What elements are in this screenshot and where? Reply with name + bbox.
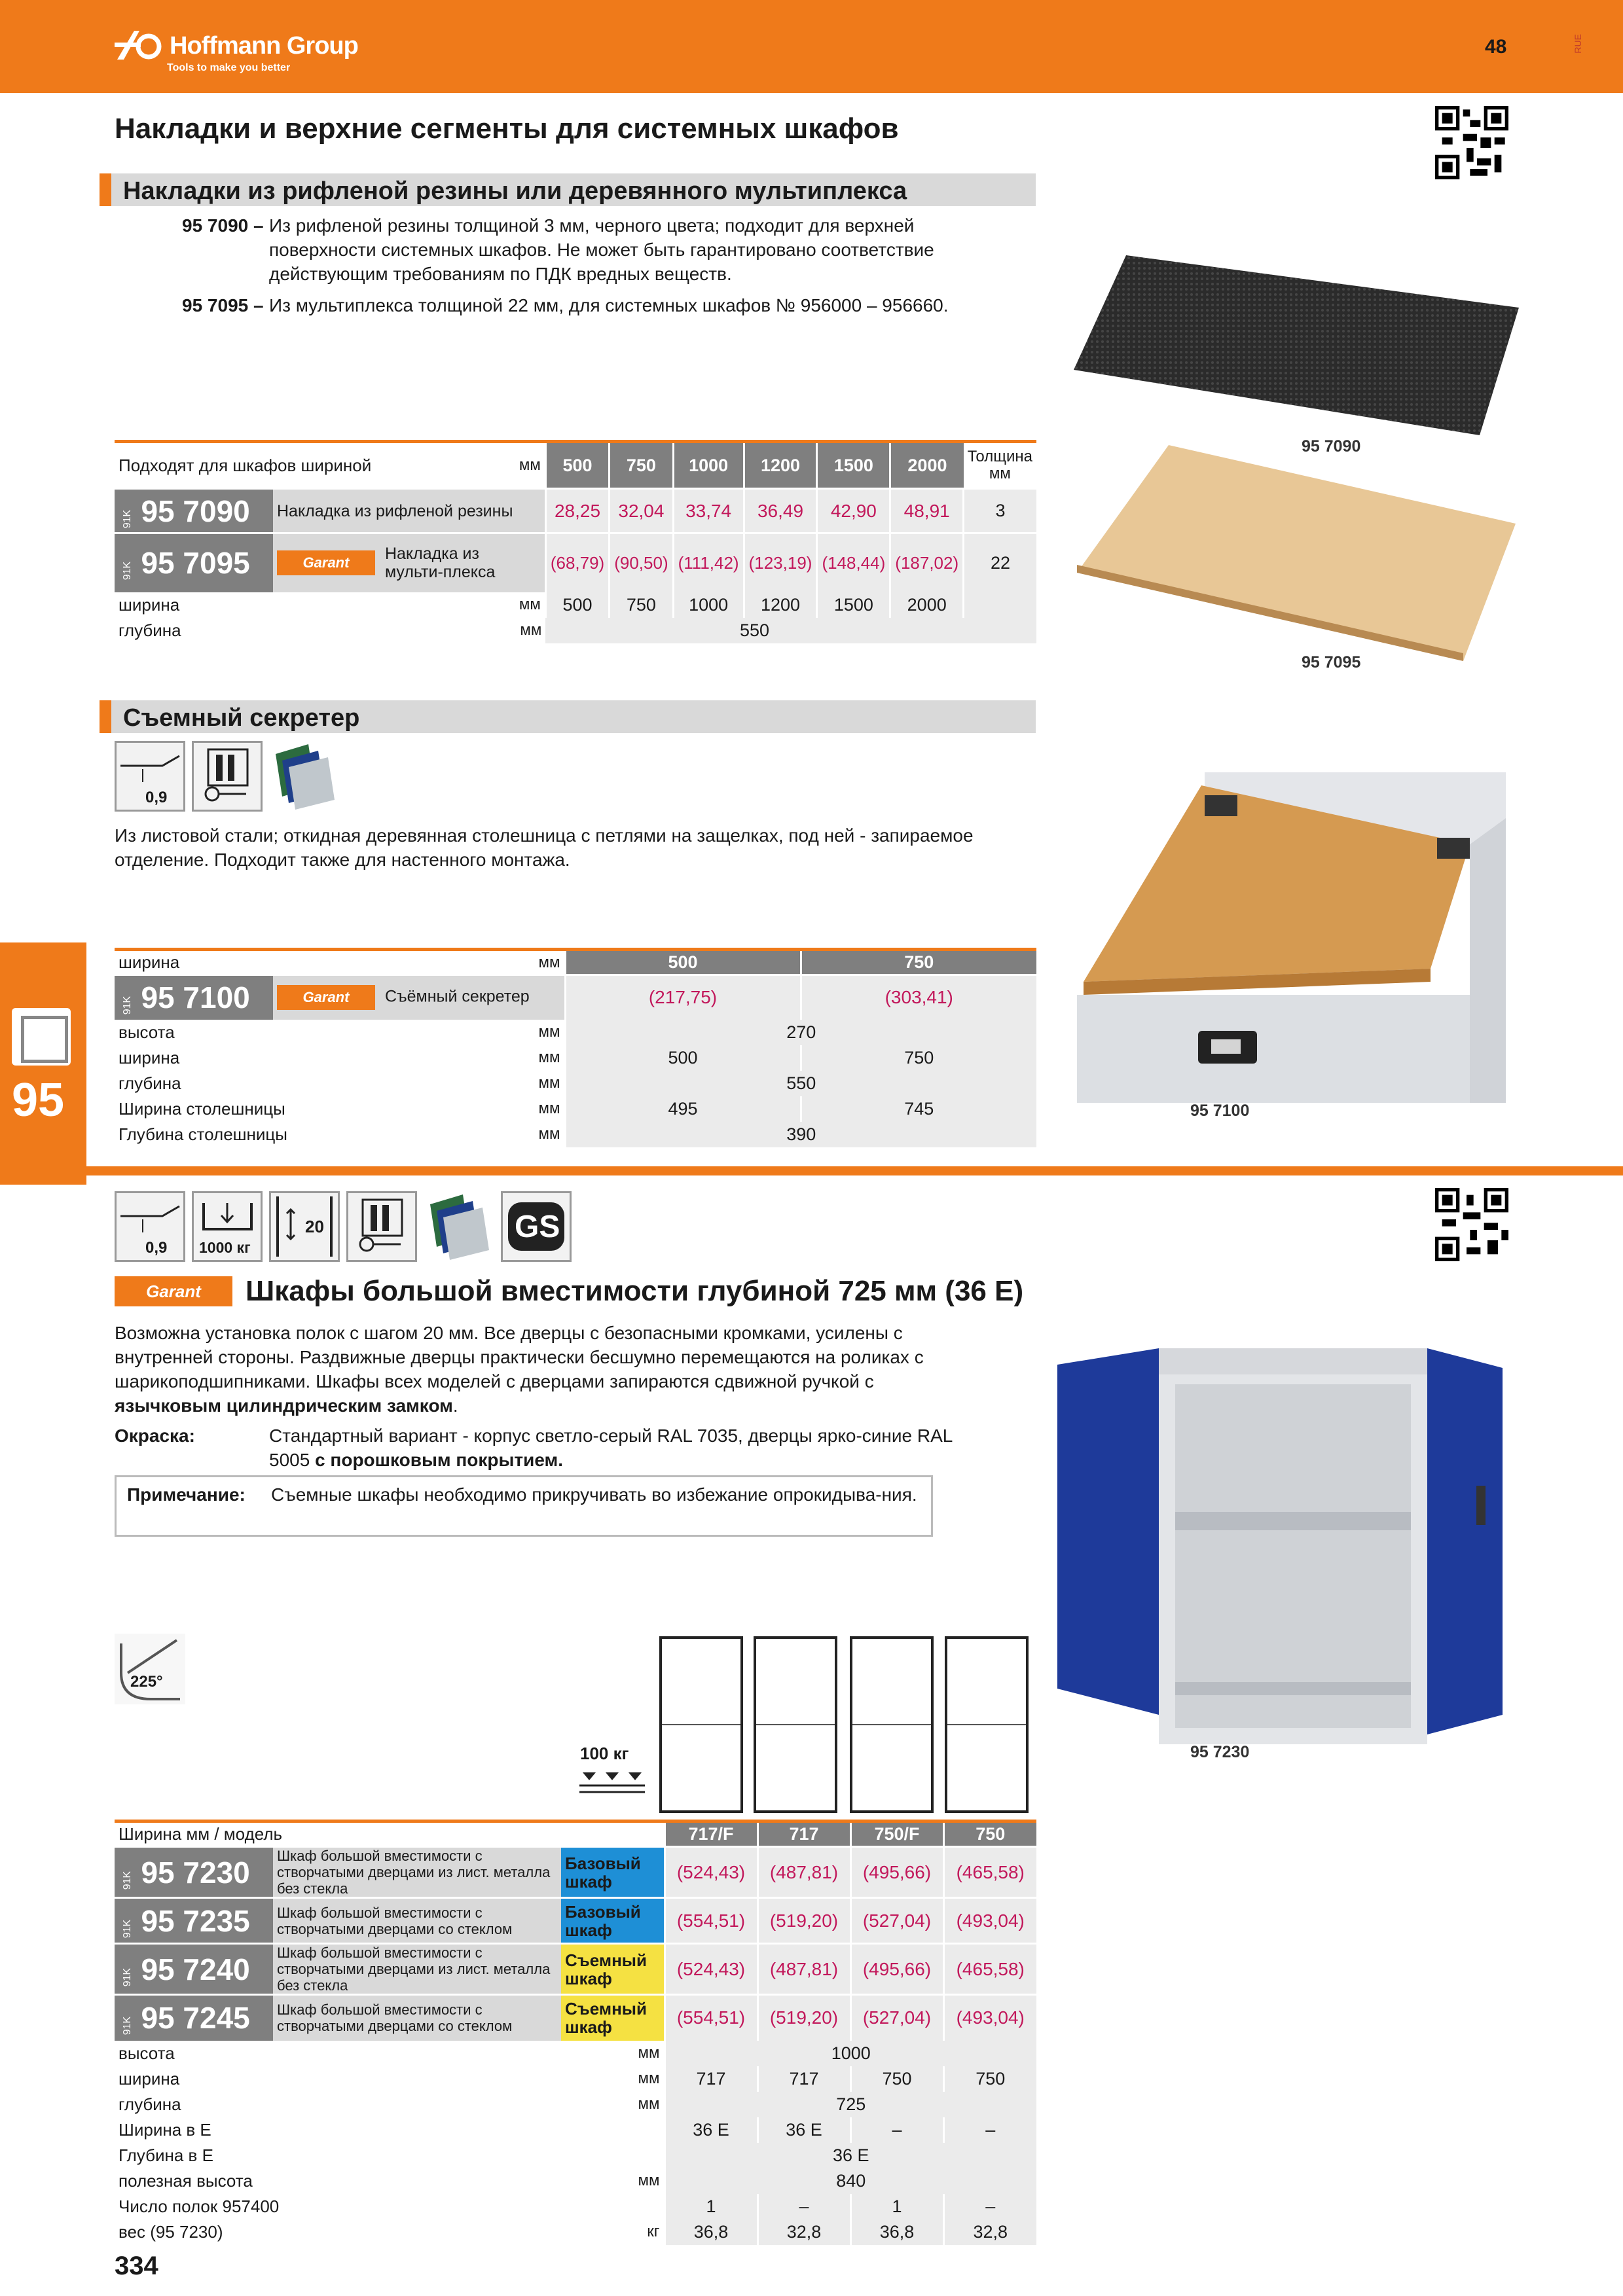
price: (554,51) (665, 1995, 757, 2041)
image-caption: 95 7100 (1190, 1102, 1250, 1120)
width-header: 500 (565, 950, 801, 975)
spec-label: полезная высота (119, 2170, 253, 2191)
price: 28,25 (545, 489, 609, 533)
price: (148,44) (817, 533, 890, 592)
garant-logo: Garant (277, 550, 375, 575)
spec-value: 550 (565, 1071, 1036, 1096)
spec-value: 717 (665, 2066, 757, 2092)
unit-label: мм (638, 2070, 660, 2087)
lock-compartment-icon (192, 741, 263, 812)
lock-compartment-icon (346, 1191, 417, 1262)
spec-value: 750 (610, 592, 673, 618)
table-head-label: Ширина мм / модель (119, 1824, 283, 1844)
spec-label: ширина (119, 594, 180, 615)
item-text: Из рифленой резины толщиной 3 мм, черного цвета; подходит для верхней поверхности системных шкафов. Не может быть гарантировано соответствие действующим требованиям по ПДК вредных веществ. (269, 215, 934, 284)
sheet-metal-icon (117, 1193, 183, 1239)
article-number[interactable]: 91K 95 7230 (115, 1847, 273, 1898)
unit-label (619, 2117, 665, 2143)
product-name: Garant Съёмный секретер (273, 975, 565, 1020)
price: (519,20) (757, 1898, 850, 1944)
cabinets-table (115, 1820, 1036, 2245)
note-text: Съемные шкафы необходимо прикручивать во избежание опрокидыва-ния. (271, 1484, 917, 1505)
width-header: 750 (610, 442, 673, 489)
article-number[interactable]: 91K 95 7235 (115, 1898, 273, 1944)
rubber-mat-image (1074, 255, 1519, 435)
unit-label: мм (638, 2044, 660, 2062)
item-text: Из мультиплекса толщиной 22 мм, для системных шкафов № 956000 – 956660. (269, 295, 949, 315)
price: 36,49 (744, 489, 817, 533)
spec-value: 745 (801, 1096, 1036, 1122)
spec-value: – (943, 2194, 1036, 2219)
spec-value: 750 (943, 2066, 1036, 2092)
cabinet-icon (12, 1008, 71, 1066)
qr-code-icon[interactable] (1435, 106, 1508, 179)
weight-icon (194, 1193, 261, 1239)
chapter-number: 95 (12, 1074, 65, 1126)
price: 48,91 (890, 489, 964, 533)
spec-value: 36 E (665, 2117, 757, 2143)
chapter-tab[interactable] (0, 942, 86, 1185)
spec-value: 500 (565, 1045, 801, 1071)
cabinet-image (1051, 1342, 1509, 1751)
width-header: 1500 (817, 442, 890, 489)
price: 33,74 (673, 489, 744, 533)
brand-tagline: Tools to make you better (167, 62, 291, 73)
price: (493,04) (943, 1898, 1036, 1944)
spec-value: – (943, 2117, 1036, 2143)
item-code: 95 7095 – (182, 295, 264, 315)
spec-value: 36 E (757, 2117, 850, 2143)
spec-value: 2000 (890, 592, 964, 618)
article-number[interactable]: 91K 95 7100 (115, 975, 273, 1020)
spec-value: 36 E (665, 2143, 1036, 2168)
section-title: Съемный секретер (123, 704, 360, 732)
product-description: Из листовой стали; откидная деревянная столешница с петлями на защелках, под ней - запираемое отделение. Подходит также для настенного монтажа. (115, 825, 974, 870)
secretary-table (115, 948, 1036, 1147)
price: (303,41) (801, 975, 1036, 1020)
unit-label (619, 2194, 665, 2219)
spec-value: 750 (850, 2066, 943, 2092)
image-caption: 95 7090 (1302, 437, 1361, 456)
paint-text: Стандартный вариант - корпус светло-серый RAL 7035, дверцы ярко-синие RAL 5005 с порошковым покрытием. (269, 1426, 953, 1470)
spec-value: 1 (850, 2194, 943, 2219)
article-number[interactable]: 91K 95 7240 (115, 1944, 273, 1995)
section-bar-secretary (100, 700, 1036, 733)
note-box (115, 1475, 933, 1537)
spec-value: 270 (565, 1020, 1036, 1045)
price: (123,19) (744, 533, 817, 592)
spec-value: 495 (565, 1096, 801, 1122)
spec-value: – (850, 2117, 943, 2143)
unit-label: мм (538, 1125, 560, 1143)
unit-label: мм (538, 953, 560, 971)
spec-label: глубина (119, 1073, 181, 1093)
unit-label: мм (538, 1100, 560, 1117)
header-band (0, 0, 1623, 93)
price: (187,02) (890, 533, 964, 592)
price: (68,79) (545, 533, 609, 592)
unit-label (619, 2143, 665, 2168)
price: 32,04 (610, 489, 673, 533)
spec-value: 750 (801, 1045, 1036, 1071)
model-tag: Базовый шкаф (561, 1898, 665, 1944)
model-tag: Базовый шкаф (561, 1847, 665, 1898)
spec-value: 390 (565, 1122, 1036, 1147)
price: (527,04) (850, 1898, 943, 1944)
thickness-value: 22 (964, 533, 1036, 592)
unit-label: мм (638, 2172, 660, 2189)
key-lock-icon (348, 1193, 415, 1260)
width-header: 750 (801, 950, 1036, 975)
width-header: 2000 (890, 442, 964, 489)
price: (487,81) (757, 1944, 850, 1995)
article-number[interactable]: 91K 95 7245 (115, 1995, 273, 2041)
key-lock-icon (194, 743, 261, 810)
image-caption: 95 7230 (1190, 1743, 1250, 1761)
spec-value: 36,8 (665, 2219, 757, 2245)
model-tag: Съемный шкаф (561, 1995, 665, 2041)
width-header: 500 (545, 442, 609, 489)
spec-label: высота (119, 1022, 175, 1042)
secretary-image (1077, 772, 1506, 1103)
width-header: 1200 (744, 442, 817, 489)
mats-table (115, 440, 1036, 643)
wooden-board-image (1077, 445, 1516, 661)
spec-label: Ширина столешницы (119, 1098, 285, 1119)
price: (554,51) (665, 1898, 757, 1944)
section-title: Шкафы большой вместимости глубиной 725 мм (36 E) (246, 1275, 1024, 1307)
price: (217,75) (565, 975, 801, 1020)
model-header: 750 (943, 1821, 1036, 1847)
page-badge: 48 (1485, 36, 1507, 58)
price: (465,58) (943, 1944, 1036, 1995)
article-number[interactable]: 91K 95 7090 (115, 489, 273, 533)
product-name: Шкаф большой вместимости с створчатыми дверцами со стеклом (273, 1898, 561, 1944)
model-header: 717 (757, 1821, 850, 1847)
qr-code-icon[interactable] (1435, 1188, 1508, 1261)
spec-label: высота (119, 2043, 175, 2063)
unit-label: мм (538, 1023, 560, 1041)
unit-label: мм (519, 596, 541, 613)
price: (524,43) (665, 1847, 757, 1898)
model-tag: Съемный шкаф (561, 1944, 665, 1995)
spec-label: вес (95 7230) (119, 2221, 223, 2242)
model-header: 750/F (850, 1821, 943, 1847)
spec-value: 550 (739, 620, 769, 640)
article-number[interactable]: 91K 95 7095 (115, 533, 273, 592)
unit-label: мм (538, 1074, 560, 1092)
spec-value: – (757, 2194, 850, 2219)
price: (495,66) (850, 1944, 943, 1995)
page-number: 334 (115, 2251, 158, 2280)
spec-value: 1500 (817, 592, 890, 618)
product-name: Шкаф большой вместимости с створчатыми дверцами из лист. металла без стекла (273, 1944, 561, 1995)
pitch-icon (271, 1193, 338, 1260)
spec-label: Глубина столешницы (119, 1124, 287, 1144)
unit-label: мм (519, 456, 541, 474)
color-swatches-icon (269, 741, 340, 812)
spec-value: 500 (545, 592, 609, 618)
paint-label: Окраска: (115, 1426, 195, 1446)
spec-value: 32,8 (757, 2219, 850, 2245)
garant-logo: Garant (277, 985, 375, 1010)
brand-name: Hoffmann Group (170, 31, 358, 60)
opening-angle-icon: 225° (115, 1634, 185, 1704)
spec-value: 1000 (665, 2041, 1036, 2066)
page-title: Накладки и верхние сегменты для системных шкафов (115, 113, 899, 145)
spec-value: 1200 (744, 592, 817, 618)
hoffmann-logo-icon (115, 28, 166, 63)
product-description: Возможна установка полок с шагом 20 мм. Все дверцы с безопасными кромками, усилены с внутренней стороны. Раздвижные дверцы практически бесшумно перемещаются на роликах с шарикоподшипниками. Шкафы всех моделей с дверцами запираются сдвижной ручкой с язычковым цилиндрическим замком. (115, 1323, 924, 1416)
section3-title-row (115, 1275, 1023, 1308)
price: (495,66) (850, 1847, 943, 1898)
price: (90,50) (610, 533, 673, 592)
price: 42,90 (817, 489, 890, 533)
unit-label: мм (638, 2095, 660, 2113)
spec-value: 1 (665, 2194, 757, 2219)
spec-label: Ширина в E (119, 2119, 211, 2140)
note-label: Примечание: (127, 1484, 246, 1505)
price: (527,04) (850, 1995, 943, 2041)
model-sketch-750 (945, 1636, 1029, 1813)
spec-label: ширина (119, 1047, 180, 1067)
unit-label: мм (538, 1049, 560, 1066)
sheet-thickness-icon: 0,9 (115, 741, 185, 812)
model-sketch-717f (659, 1636, 743, 1813)
price: (465,58) (943, 1847, 1036, 1898)
load-arrows-icon (576, 1767, 648, 1799)
width-header: 1000 (673, 442, 744, 489)
product-name: Garant Накладка из мульти-плекса (273, 533, 545, 592)
price: (487,81) (757, 1847, 850, 1898)
load-capacity-icon: 1000 кг (192, 1191, 263, 1262)
image-caption: 95 7095 (1302, 653, 1361, 672)
spec-value: 32,8 (943, 2219, 1036, 2245)
model-sketch-750f (850, 1636, 934, 1813)
sheet-thickness-icon: 0,9 (115, 1191, 185, 1262)
spec-label: ширина (119, 2068, 180, 2089)
item-code: 95 7090 – (182, 215, 264, 236)
garant-logo: Garant (115, 1276, 232, 1306)
spec-value: 725 (665, 2092, 1036, 2117)
model-sketch-717 (754, 1636, 837, 1813)
spec-label: Число полок 957400 (119, 2196, 280, 2216)
section-bar-mats (100, 173, 1036, 206)
thickness-value: 3 (964, 489, 1036, 533)
gs-certification-icon: GS (501, 1191, 572, 1262)
unit-label: кг (647, 2223, 660, 2240)
model-header: 717/F (665, 1821, 757, 1847)
spec-value: 840 (665, 2168, 1036, 2194)
unit-label: мм (500, 618, 545, 643)
shelf-pitch-icon: 20 (269, 1191, 340, 1262)
sheet-metal-icon (117, 743, 183, 789)
spec-label: ширина (119, 952, 180, 972)
table-head-label: Подходят для шкафов шириной (119, 455, 372, 475)
shelf-load-icon: 100 кг (576, 1741, 648, 1800)
spec-value: 1000 (673, 592, 744, 618)
product-name: Накладка из рифленой резины (273, 489, 545, 533)
section-title: Накладки из рифленой резины или деревянного мультиплекса (123, 177, 907, 205)
price: (519,20) (757, 1995, 850, 2041)
price: (524,43) (665, 1944, 757, 1995)
price: (493,04) (943, 1995, 1036, 2041)
language-code: RUE (1573, 34, 1583, 54)
spec-value: 36,8 (850, 2219, 943, 2245)
section-divider (86, 1166, 1623, 1175)
thickness-header: Толщина мм (967, 448, 1032, 482)
spec-label: глубина (115, 618, 500, 643)
product-name: Шкаф большой вместимости с створчатыми дверцами из лист. металла без стекла (273, 1847, 561, 1898)
color-swatches-icon (424, 1191, 494, 1262)
spec-label: Глубина в E (119, 2145, 213, 2165)
spec-label: глубина (119, 2094, 181, 2114)
door-angle-icon (115, 1634, 185, 1704)
price: (111,42) (673, 533, 744, 592)
spec-value: 717 (757, 2066, 850, 2092)
product-name: Шкаф большой вместимости с створчатыми дверцами со стеклом (273, 1995, 561, 2041)
